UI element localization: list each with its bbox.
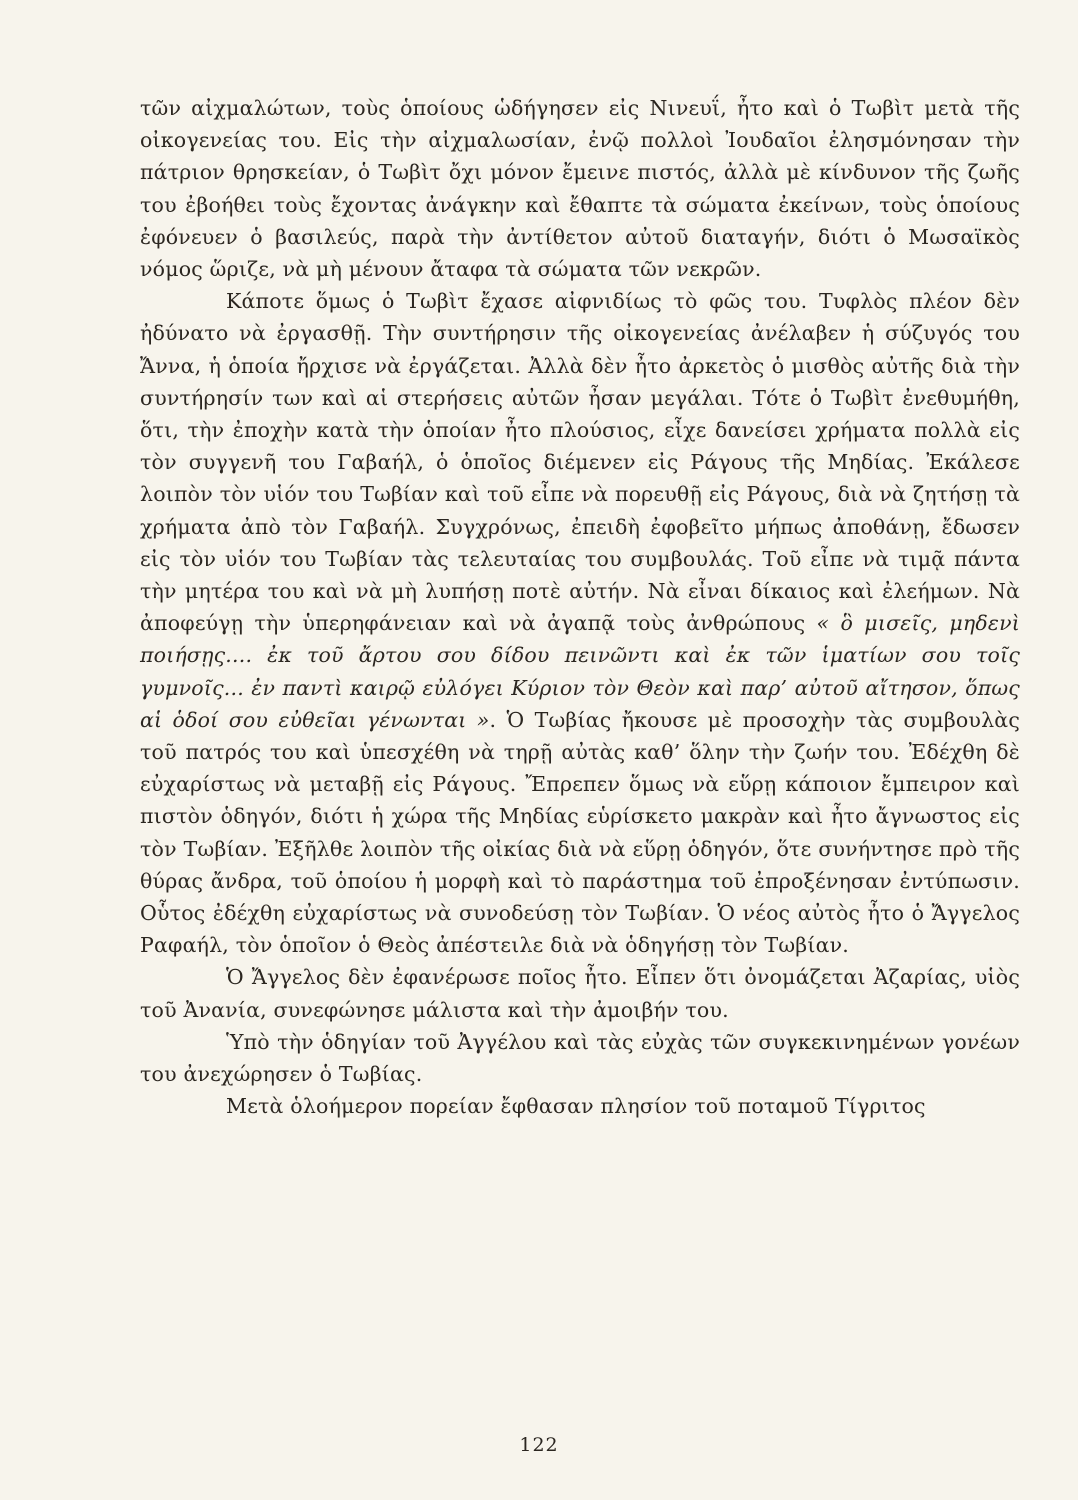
paragraph-1	[140, 92, 1020, 285]
paragraph-2-text-b: . Ὁ Τωβίας ἤκουσε μὲ προσοχὴν τὰς συμβουλὰς τοῦ πατρός του καὶ ὑπεσχέθη νὰ τηρῇ αὐτὰς καθ’ ὅλην τὴν ζωήν του. Ἐδέχθη δὲ εὐχαρίστως νὰ μεταβῇ εἰς Ράγους. Ἔπρεπεν ὅμως νὰ εὕρῃ κάποιον ἔμπειρον καὶ πιστὸν ὁδηγόν, διότι ἡ χώρα τῆς Μηδίας εὑρίσκετο μακρὰν καὶ ἦτο ἄγνωστος εἰς τὸν Τωβίαν. Ἐξῆλθε λοιπὸν τῆς οἰκίας διὰ νὰ εὕρῃ ὁδηγόν, ὅτε συνήντησε πρὸ τῆς θύρας ἄνδρα, τοῦ ὁποίου ἡ μορφὴ καὶ τὸ παράστημα τοῦ ἐπροξένησαν ἐντύπωσιν. Οὗτος ἐδέχθη εὐχαρίστως νὰ συνοδεύσῃ τὸν Τωβίαν. Ὁ νέος αὐτὸς ἦτο ὁ Ἄγγελος Ραφαήλ, τὸν ὁποῖον ὁ Θεὸς ἀπέστειλε διὰ νὰ ὁδηγήσῃ τὸν Τωβίαν.	[140, 707, 1021, 958]
paragraph-2-quote: « ὃ μισεῖς, μηδενὶ ποιήσῃς.... ἐκ τοῦ ἄρτου σου δίδου πεινῶντι καὶ ἐκ τῶν ἱματίων σου τοῖς γυμνοῖς... ἐν παντὶ καιρῷ εὐλόγει Κύριον τὸν Θεὸν καὶ παρ’ αὐτοῦ αἴτησον, ὅπως αἱ ὁδοί σου εὐθεῖαι γένωνται »	[140, 611, 1020, 732]
paragraph-1-text: τῶν αἰχμαλώτων, τοὺς ὁποίους ὡδήγησεν εἰς Νινευΐ, ἦτο καὶ ὁ Τωβὶτ μετὰ τῆς οἰκογενείας του. Εἰς τὴν αἰχμαλωσίαν, ἐνῷ πολλοὶ Ἰουδαῖοι ἐλησμόνησαν τὴν πάτριον θρησκείαν, ὁ Τωβὶτ ὄχι μόνον ἔμεινε πιστός, ἀλλὰ μὲ κίνδυνον τῆς ζωῆς του ἐβοήθει τοὺς ἔχοντας ἀνάγκην καὶ ἔθαπτε τὰ σώματα ἐκείνων, τοὺς ὁποίους ἐφόνευεν ὁ βασιλεύς, παρὰ τὴν ἀντίθετον αὐτοῦ διαταγήν, διότι ὁ Μωσαϊκὸς νόμος ὥριζε, νὰ μὴ μένουν ἄταφα τὰ σώματα τῶν νεκρῶν.	[140, 96, 1020, 282]
paragraph-3-text: Ὁ Ἄγγελος δὲν ἐφανέρωσε ποῖος ἦτο. Εἶπεν ὅτι ὀνομάζεται Ἀζαρίας, υἱὸς τοῦ Ἀνανία, συνεφώνησε μάλιστα καὶ τὴν ἀμοιβήν του.	[140, 965, 1020, 1022]
paragraph-5	[140, 1090, 1020, 1122]
page-number: 122	[519, 1434, 559, 1456]
body-text	[140, 92, 1020, 1123]
paragraph-4-text: Ὑπὸ τὴν ὁδηγίαν τοῦ Ἀγγέλου καὶ τὰς εὐχὰς τῶν συγκεκινημένων γονέων του ἀνεχώρησεν ὁ Τωβίας.	[140, 1029, 1020, 1087]
paragraph-4	[140, 1026, 1020, 1090]
paragraph-5-text: Μετὰ ὁλοήμερον πορείαν ἔφθασαν πλησίον τοῦ ποταμοῦ Τίγριτος	[226, 1094, 926, 1119]
paragraph-2	[140, 285, 1020, 961]
paragraph-2-text-a: Κάποτε ὅμως ὁ Τωβὶτ ἔχασε αἰφνιδίως τὸ φῶς του. Τυφλὸς πλέον δὲν ἠδύνατο νὰ ἐργασθῇ. Τὴν συντήρησιν τῆς οἰκογενείας ἀνέλαβεν ἡ σύζυγός του Ἄννα, ἡ ὁποία ἤρχισε νὰ ἐργάζεται. Ἀλλὰ δὲν ἦτο ἀρκετὸς ὁ μισθὸς αὐτῆς διὰ τὴν συντήρησίν των καὶ αἱ στερήσεις αὐτῶν ἦσαν μεγάλαι. Τότε ὁ Τωβὶτ ἐνεθυμήθη, ὅτι, τὴν ἐποχὴν κατὰ τὴν ὁποίαν ἦτο πλούσιος, εἶχε δανείσει χρήματα πολλὰ εἰς τὸν συγγενῆ του Γαβαήλ, ὁ ὁποῖος διέμενεν εἰς Ράγους τῆς Μηδίας. Ἐκάλεσε λοιπὸν τὸν υἱόν του Τωβίαν καὶ τοῦ εἶπε νὰ πορευθῇ εἰς Ράγους, διὰ νὰ ζητήσῃ τὰ χρήματα ἀπὸ τὸν Γαβαήλ. Συγχρόνως, ἐπειδὴ ἐφοβεῖτο μήπως ἀποθάνῃ, ἔδωσεν εἰς τὸν υἱόν του Τωβίαν τὰς τελευταίας του συμβουλάς. Τοῦ εἶπε νὰ τιμᾷ πάντα τὴν μητέρα του καὶ νὰ μὴ λυπήσῃ ποτὲ αὐτήν. Νὰ εἶναι δίκαιος καὶ ἐλεήμων. Νὰ ἀποφεύγῃ τὴν ὑπερηφάνειαν καὶ νὰ ἀγαπᾷ τοὺς ἀνθρώπους	[140, 289, 1020, 636]
paragraph-3	[140, 961, 1020, 1025]
